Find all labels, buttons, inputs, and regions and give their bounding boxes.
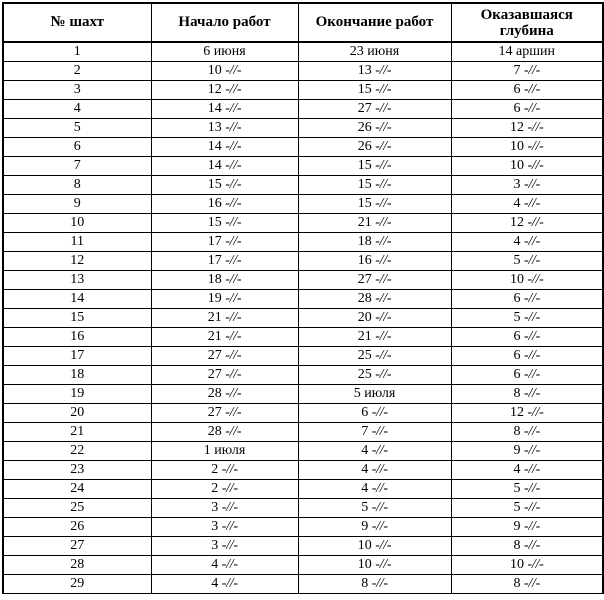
table-row xyxy=(3,347,603,366)
cell-end: 23 июня xyxy=(298,42,451,62)
cell-shaft-no: 3 xyxy=(3,81,151,100)
table-row xyxy=(3,271,603,290)
column-header-start: Начало работ xyxy=(151,3,298,42)
cell-depth: 9 -//- xyxy=(451,442,603,461)
cell-start: 3 -//- xyxy=(151,518,298,537)
cell-end: 26 -//- xyxy=(298,119,451,138)
cell-end: 5 июля xyxy=(298,385,451,404)
table-row xyxy=(3,100,603,119)
cell-end: 10 -//- xyxy=(298,537,451,556)
cell-shaft-no: 8 xyxy=(3,176,151,195)
table-row xyxy=(3,252,603,271)
cell-depth: 5 -//- xyxy=(451,499,603,518)
cell-shaft-no: 18 xyxy=(3,366,151,385)
shaft-drilling-table xyxy=(2,2,604,594)
cell-shaft-no: 25 xyxy=(3,499,151,518)
cell-shaft-no: 26 xyxy=(3,518,151,537)
cell-start: 14 -//- xyxy=(151,157,298,176)
table-row xyxy=(3,42,603,62)
table-row xyxy=(3,62,603,81)
cell-start: 12 -//- xyxy=(151,81,298,100)
cell-end: 5 -//- xyxy=(298,499,451,518)
cell-shaft-no: 12 xyxy=(3,252,151,271)
cell-end: 4 -//- xyxy=(298,480,451,499)
table-row xyxy=(3,157,603,176)
cell-start: 4 -//- xyxy=(151,556,298,575)
cell-end: 15 -//- xyxy=(298,81,451,100)
cell-shaft-no: 23 xyxy=(3,461,151,480)
table-row xyxy=(3,328,603,347)
cell-end: 18 -//- xyxy=(298,233,451,252)
cell-shaft-no: 19 xyxy=(3,385,151,404)
cell-end: 26 -//- xyxy=(298,138,451,157)
cell-start: 3 -//- xyxy=(151,499,298,518)
cell-depth: 8 -//- xyxy=(451,537,603,556)
column-header-depth xyxy=(451,3,603,42)
cell-depth: 6 -//- xyxy=(451,366,603,385)
cell-start: 28 -//- xyxy=(151,385,298,404)
table-row xyxy=(3,404,603,423)
table-row xyxy=(3,461,603,480)
cell-depth: 6 -//- xyxy=(451,100,603,119)
table-row xyxy=(3,290,603,309)
cell-start: 10 -//- xyxy=(151,62,298,81)
cell-start: 27 -//- xyxy=(151,366,298,385)
cell-end: 10 -//- xyxy=(298,556,451,575)
cell-end: 7 -//- xyxy=(298,423,451,442)
cell-start: 2 -//- xyxy=(151,480,298,499)
cell-shaft-no: 14 xyxy=(3,290,151,309)
cell-shaft-no: 28 xyxy=(3,556,151,575)
cell-depth: 5 -//- xyxy=(451,480,603,499)
table-row xyxy=(3,81,603,100)
column-header-shaft-no: № шахт xyxy=(3,3,151,42)
cell-depth: 5 -//- xyxy=(451,309,603,328)
cell-shaft-no: 1 xyxy=(3,42,151,62)
cell-end: 8 -//- xyxy=(298,575,451,594)
table-row xyxy=(3,119,603,138)
table-row xyxy=(3,138,603,157)
cell-start: 2 -//- xyxy=(151,461,298,480)
column-header-end: Окончание работ xyxy=(298,3,451,42)
cell-start: 14 -//- xyxy=(151,138,298,157)
cell-depth: 4 -//- xyxy=(451,195,603,214)
cell-shaft-no: 24 xyxy=(3,480,151,499)
cell-shaft-no: 4 xyxy=(3,100,151,119)
cell-start: 17 -//- xyxy=(151,252,298,271)
cell-depth: 10 -//- xyxy=(451,138,603,157)
cell-depth: 8 -//- xyxy=(451,575,603,594)
cell-depth: 7 -//- xyxy=(451,62,603,81)
cell-depth: 12 -//- xyxy=(451,404,603,423)
cell-depth: 5 -//- xyxy=(451,252,603,271)
table-row xyxy=(3,537,603,556)
cell-depth: 6 -//- xyxy=(451,81,603,100)
cell-end: 4 -//- xyxy=(298,442,451,461)
cell-depth: 10 -//- xyxy=(451,556,603,575)
table-row xyxy=(3,499,603,518)
cell-shaft-no: 27 xyxy=(3,537,151,556)
cell-depth: 14 аршин xyxy=(451,42,603,62)
cell-end: 15 -//- xyxy=(298,195,451,214)
cell-start: 17 -//- xyxy=(151,233,298,252)
cell-end: 27 -//- xyxy=(298,100,451,119)
table-row xyxy=(3,233,603,252)
cell-shaft-no: 29 xyxy=(3,575,151,594)
cell-depth: 6 -//- xyxy=(451,290,603,309)
cell-shaft-no: 10 xyxy=(3,214,151,233)
table-row xyxy=(3,575,603,594)
cell-shaft-no: 6 xyxy=(3,138,151,157)
cell-start: 19 -//- xyxy=(151,290,298,309)
cell-end: 28 -//- xyxy=(298,290,451,309)
cell-start: 27 -//- xyxy=(151,347,298,366)
cell-depth: 3 -//- xyxy=(451,176,603,195)
cell-start: 27 -//- xyxy=(151,404,298,423)
table-row xyxy=(3,366,603,385)
cell-depth: 8 -//- xyxy=(451,385,603,404)
cell-depth: 6 -//- xyxy=(451,328,603,347)
cell-shaft-no: 2 xyxy=(3,62,151,81)
cell-depth: 12 -//- xyxy=(451,119,603,138)
table-row xyxy=(3,556,603,575)
cell-shaft-no: 9 xyxy=(3,195,151,214)
table-row xyxy=(3,480,603,499)
cell-end: 21 -//- xyxy=(298,328,451,347)
table-body xyxy=(3,42,603,594)
table-row xyxy=(3,309,603,328)
cell-end: 16 -//- xyxy=(298,252,451,271)
table-row xyxy=(3,423,603,442)
cell-start: 15 -//- xyxy=(151,176,298,195)
cell-end: 21 -//- xyxy=(298,214,451,233)
cell-start: 1 июля xyxy=(151,442,298,461)
cell-end: 4 -//- xyxy=(298,461,451,480)
cell-shaft-no: 17 xyxy=(3,347,151,366)
cell-start: 16 -//- xyxy=(151,195,298,214)
cell-start: 15 -//- xyxy=(151,214,298,233)
table-row xyxy=(3,518,603,537)
cell-end: 15 -//- xyxy=(298,176,451,195)
cell-end: 9 -//- xyxy=(298,518,451,537)
cell-start: 14 -//- xyxy=(151,100,298,119)
cell-shaft-no: 22 xyxy=(3,442,151,461)
table-row xyxy=(3,195,603,214)
cell-start: 3 -//- xyxy=(151,537,298,556)
cell-end: 25 -//- xyxy=(298,366,451,385)
table-header-row xyxy=(3,3,603,42)
table-header xyxy=(3,3,603,42)
cell-start: 18 -//- xyxy=(151,271,298,290)
cell-start: 13 -//- xyxy=(151,119,298,138)
table-row xyxy=(3,176,603,195)
cell-depth: 9 -//- xyxy=(451,518,603,537)
table-row xyxy=(3,214,603,233)
cell-start: 21 -//- xyxy=(151,309,298,328)
cell-shaft-no: 11 xyxy=(3,233,151,252)
table-row xyxy=(3,385,603,404)
cell-start: 6 июня xyxy=(151,42,298,62)
cell-end: 25 -//- xyxy=(298,347,451,366)
cell-depth: 4 -//- xyxy=(451,461,603,480)
cell-depth: 8 -//- xyxy=(451,423,603,442)
cell-shaft-no: 15 xyxy=(3,309,151,328)
cell-shaft-no: 13 xyxy=(3,271,151,290)
cell-end: 27 -//- xyxy=(298,271,451,290)
cell-end: 6 -//- xyxy=(298,404,451,423)
cell-end: 20 -//- xyxy=(298,309,451,328)
cell-end: 15 -//- xyxy=(298,157,451,176)
cell-shaft-no: 7 xyxy=(3,157,151,176)
cell-end: 13 -//- xyxy=(298,62,451,81)
column-header-depth-line2: глубина xyxy=(499,22,554,39)
table-row xyxy=(3,442,603,461)
cell-start: 28 -//- xyxy=(151,423,298,442)
cell-shaft-no: 5 xyxy=(3,119,151,138)
cell-depth: 12 -//- xyxy=(451,214,603,233)
cell-depth: 10 -//- xyxy=(451,271,603,290)
cell-depth: 4 -//- xyxy=(451,233,603,252)
cell-shaft-no: 21 xyxy=(3,423,151,442)
column-header-depth-line1: Оказавшаяся xyxy=(480,6,573,23)
cell-start: 4 -//- xyxy=(151,575,298,594)
cell-shaft-no: 16 xyxy=(3,328,151,347)
cell-shaft-no: 20 xyxy=(3,404,151,423)
cell-depth: 6 -//- xyxy=(451,347,603,366)
cell-depth: 10 -//- xyxy=(451,157,603,176)
cell-start: 21 -//- xyxy=(151,328,298,347)
